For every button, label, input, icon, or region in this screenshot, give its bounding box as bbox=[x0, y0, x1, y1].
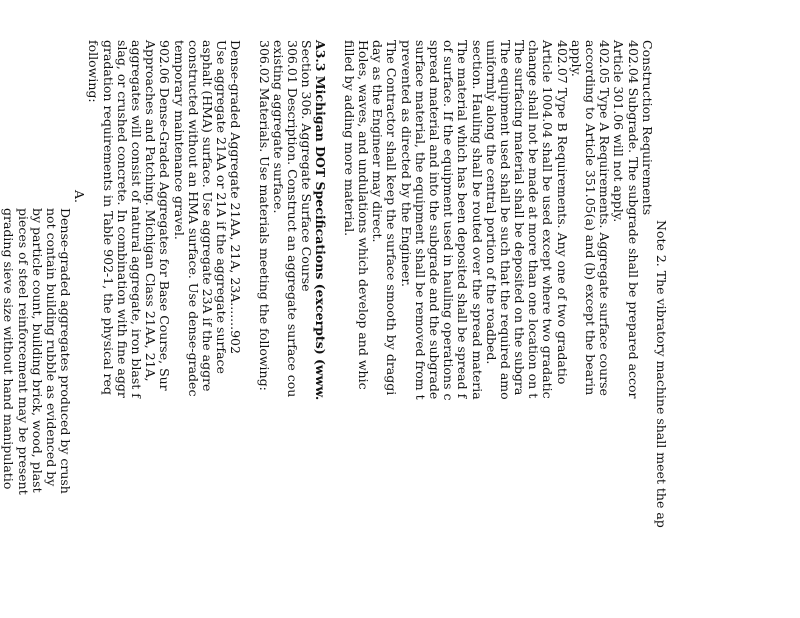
text-line: Section 306. Aggregate Surface Course bbox=[299, 40, 315, 292]
text-line: uniformly along the central portion of the roadbed. bbox=[483, 40, 499, 365]
text-line: Approaches and Patching. Michigan Class 21AA, 21A, bbox=[143, 40, 159, 382]
text-line: Article 301.06 will not apply. bbox=[611, 40, 627, 223]
text-line: spread material and into the subgrade and the subgrade bbox=[427, 40, 442, 400]
text-line: change shall not be made at more than one location on t bbox=[526, 40, 542, 399]
text-line: 902.06 Dense-Graded Aggregates for Base Course, Sur bbox=[157, 40, 173, 391]
list-item-line: not contain building rubble as evidenced by bbox=[43, 208, 59, 487]
paragraph-gap bbox=[328, 40, 342, 618]
text-line: 306.02 Materials. Use materials meeting the following: bbox=[256, 40, 272, 391]
text-line: according to Article 351.05(a) and (b) except the bearin bbox=[583, 40, 599, 396]
text-line: The surfacing material shall be deposited on the subgra bbox=[512, 40, 528, 396]
list-item-line: grading sieve size without hand manipulatio bbox=[1, 208, 17, 490]
text-line: constructed without an HMA surface. Use dense-gradec bbox=[185, 40, 201, 397]
note-heading: Note 2. The vibratory machine shall meet the ap bbox=[654, 220, 669, 528]
rotated-document-text bbox=[1, 40, 668, 618]
list-item-line: pieces of steel reinforcement may be present bbox=[15, 208, 31, 495]
text-line: 402.04 Subgrade. The subgrade shall be prepared accor bbox=[625, 40, 641, 399]
list-item-line: by particle count, building brick, wood, plast bbox=[29, 208, 45, 493]
text-line: following: bbox=[86, 40, 102, 103]
text-line: asphalt (HMA) surface. Use aggregate 23A if the aggre bbox=[200, 40, 215, 392]
section-heading: A3.3 Michigan DOT Specifications (excerpts) (www. bbox=[313, 40, 329, 401]
text-line: surface material, the equipment shall be removed from t bbox=[412, 40, 428, 400]
text-line: gradation requirements in Table 902-1, the physical req bbox=[100, 40, 116, 395]
construction-requirements-heading: Construction Requirements bbox=[639, 40, 655, 216]
text-line: Holes, waves, and undulations which develop and whic bbox=[356, 40, 372, 390]
text-line: filled by adding more material. bbox=[341, 40, 357, 237]
text-line: slag, or crushed concrete. In combination with fine aggr bbox=[114, 40, 130, 398]
text-line: section. Hauling shall be routed over the spread materia bbox=[469, 40, 485, 400]
text-line: aggregates will consist of natural aggregate, iron blast f bbox=[129, 40, 145, 398]
list-item-line: Dense-graded aggregates produced by crush bbox=[58, 208, 74, 494]
text-line: temporary maintenance gravel. bbox=[171, 40, 187, 240]
list-marker: A. bbox=[72, 190, 88, 204]
text-line: apply. bbox=[568, 40, 584, 77]
text-line: 402.07 Type B Requirements. Any one of two gradatio bbox=[554, 40, 570, 385]
text-line: of surface. If the equipment used in hauling operations c bbox=[441, 40, 457, 401]
text-line: existing aggregate surface. bbox=[270, 40, 286, 214]
text-line: prevented as directed by the Engineer. bbox=[398, 40, 414, 287]
text-line: Use aggregate 21AA or 21A if the aggregate surface bbox=[214, 40, 230, 374]
text-line: 402.05 Type A Requirements. Aggregate surface course bbox=[597, 40, 613, 396]
text-line: day as the Engineer may direct. bbox=[370, 40, 386, 243]
text-line: The material which has been deposited shall be spread f bbox=[455, 40, 471, 399]
text-line: Dense-graded Aggregate 21AA, 21A, 23A.......902 bbox=[228, 40, 244, 354]
text-line: Article 1004.04 shall be used except where two gradatic bbox=[540, 40, 556, 399]
text-line: 306.01 Description. Construct an aggregate surface cou bbox=[285, 40, 301, 398]
text-line: The equipment used shall be such that the required amo bbox=[497, 40, 513, 400]
text-line: The Contractor shall keep the surface smooth by draggi bbox=[384, 40, 400, 396]
paragraph-gap bbox=[242, 40, 256, 618]
